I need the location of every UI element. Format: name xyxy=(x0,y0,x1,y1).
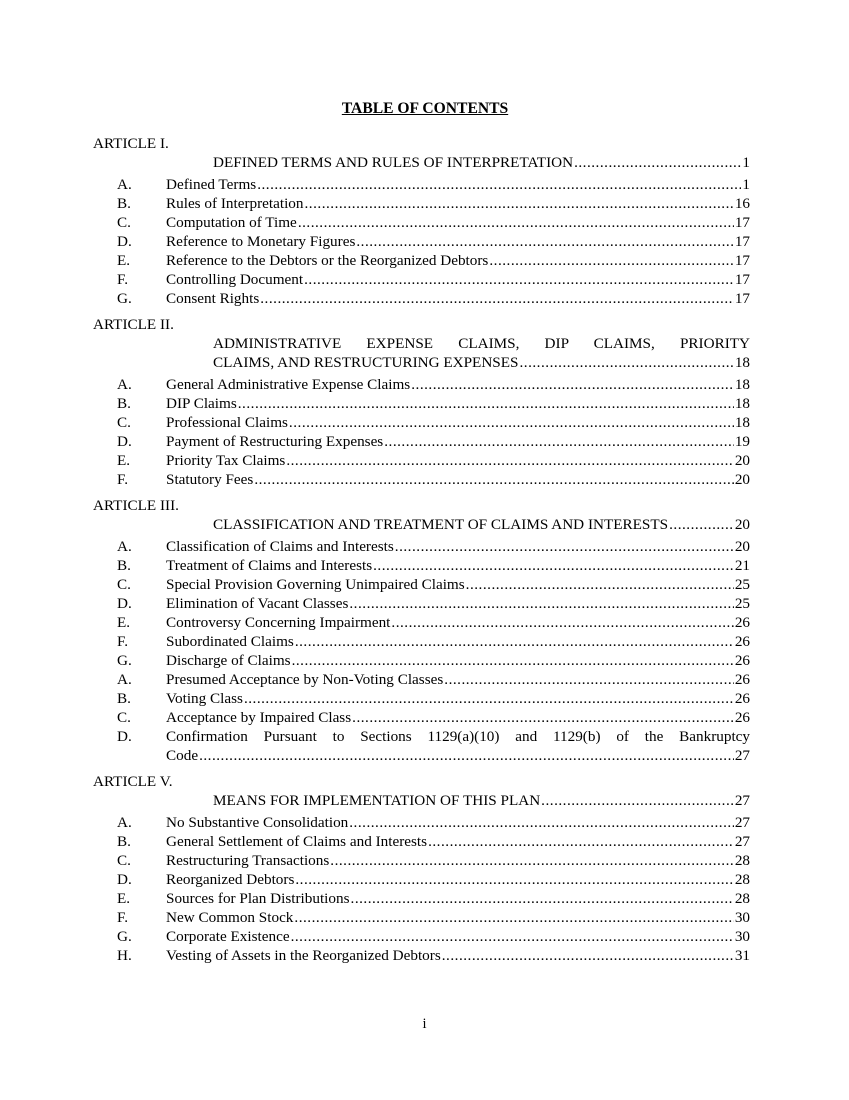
dot-leader xyxy=(395,537,734,556)
section-leader-line xyxy=(166,813,750,832)
section-title: Code xyxy=(166,747,199,764)
section-letter: D. xyxy=(117,728,132,745)
section-body xyxy=(166,575,750,594)
toc-section-entry[interactable] xyxy=(93,594,750,613)
section-body xyxy=(166,727,750,765)
section-leader-line xyxy=(166,270,750,289)
section-body xyxy=(166,594,750,613)
article-heading-line: ADMINISTRATIVE EXPENSE CLAIMS, DIP CLAIMS, PRIORITY xyxy=(213,335,750,352)
section-leader-line xyxy=(166,432,750,451)
dot-leader xyxy=(428,832,734,851)
toc-section-entry[interactable] xyxy=(93,251,750,270)
section-body xyxy=(166,851,750,870)
page-ref: 17 xyxy=(734,214,750,231)
article-heading-title: CLASSIFICATION AND TREATMENT OF CLAIMS AND INTERESTS xyxy=(213,516,669,533)
dot-leader xyxy=(305,194,734,213)
page-ref: 1 xyxy=(742,154,750,171)
toc-body xyxy=(93,134,750,965)
page-ref: 16 xyxy=(734,195,750,212)
dot-leader xyxy=(260,289,734,308)
dot-leader xyxy=(199,746,734,765)
toc-section-entry[interactable] xyxy=(93,289,750,308)
dot-leader xyxy=(466,575,734,594)
section-title: Corporate Existence xyxy=(166,928,290,945)
dot-leader xyxy=(519,353,733,372)
section-leader-line xyxy=(166,651,750,670)
section-body xyxy=(166,813,750,832)
page-ref: 26 xyxy=(734,633,750,650)
section-letter: A. xyxy=(117,376,132,393)
page-ref: 19 xyxy=(734,433,750,450)
page-ref: 27 xyxy=(734,814,750,831)
section-title: Professional Claims xyxy=(166,414,288,431)
page-ref: 26 xyxy=(734,614,750,631)
dot-leader xyxy=(292,651,734,670)
dot-leader xyxy=(295,870,733,889)
section-letter: E. xyxy=(117,614,131,631)
section-body xyxy=(166,889,750,908)
page-ref: 17 xyxy=(734,290,750,307)
section-body xyxy=(166,413,750,432)
toc-section-entry[interactable] xyxy=(93,632,750,651)
section-letter: D. xyxy=(117,233,132,250)
section-leader-line xyxy=(166,908,750,927)
section-letter: F. xyxy=(117,909,129,926)
toc-section-entry[interactable] xyxy=(93,432,750,451)
section-title: Reference to Monetary Figures xyxy=(166,233,356,250)
page-ref: 27 xyxy=(734,747,750,764)
section-title: Special Provision Governing Unimpaired Claims xyxy=(166,576,465,593)
section-letter: A. xyxy=(117,814,132,831)
toc-section-entry[interactable] xyxy=(93,946,750,965)
article-label: ARTICLE II. xyxy=(93,316,174,333)
section-leader-line xyxy=(166,870,750,889)
section-title: Sources for Plan Distributions xyxy=(166,890,350,907)
section-leader-line xyxy=(166,175,750,194)
section-body xyxy=(166,908,750,927)
section-leader-line xyxy=(166,889,750,908)
section-letter: C. xyxy=(117,709,131,726)
toc-section-entry[interactable] xyxy=(93,908,750,927)
section-title: Discharge of Claims xyxy=(166,652,291,669)
section-leader-line xyxy=(166,556,750,575)
toc-section-entry[interactable] xyxy=(93,537,750,556)
toc-section-entry[interactable] xyxy=(93,851,750,870)
section-title: Computation of Time xyxy=(166,214,297,231)
section-letter: G. xyxy=(117,290,132,307)
section-letter: A. xyxy=(117,538,132,555)
section-title: Payment of Restructuring Expenses xyxy=(166,433,384,450)
section-body xyxy=(166,689,750,708)
section-title: Controlling Document xyxy=(166,271,304,288)
section-body xyxy=(166,270,750,289)
section-title: Priority Tax Claims xyxy=(166,452,286,469)
section-body xyxy=(166,394,750,413)
section-leader-line xyxy=(166,194,750,213)
section-title: Subordinated Claims xyxy=(166,633,294,650)
section-body xyxy=(166,213,750,232)
dot-leader xyxy=(489,251,733,270)
section-leader-line xyxy=(166,470,750,489)
page-ref: 20 xyxy=(734,516,750,533)
section-leader-line xyxy=(166,232,750,251)
section-letter: A. xyxy=(117,671,132,688)
page-ref: 20 xyxy=(734,471,750,488)
section-title: New Common Stock xyxy=(166,909,294,926)
section-leader-line xyxy=(166,413,750,432)
section-leader-line xyxy=(166,451,750,470)
page-ref: 18 xyxy=(734,354,750,371)
section-title: Elimination of Vacant Classes xyxy=(166,595,349,612)
dot-leader xyxy=(286,451,734,470)
section-title: Consent Rights xyxy=(166,290,260,307)
section-body xyxy=(166,537,750,556)
section-letter: F. xyxy=(117,633,129,650)
section-body xyxy=(166,832,750,851)
section-letter: B. xyxy=(117,833,131,850)
section-leader-line xyxy=(166,670,750,689)
page-ref: 18 xyxy=(734,414,750,431)
section-letter: F. xyxy=(117,471,129,488)
toc-page xyxy=(93,100,750,965)
section-leader-line xyxy=(166,946,750,965)
article-heading-entry[interactable] xyxy=(213,791,750,810)
page-ref: 18 xyxy=(734,376,750,393)
section-leader-line xyxy=(166,394,750,413)
page-number: i xyxy=(422,1016,427,1032)
section-body xyxy=(166,651,750,670)
section-letter: D. xyxy=(117,433,132,450)
section-letter: D. xyxy=(117,871,132,888)
dot-leader xyxy=(351,889,734,908)
section-letter: D. xyxy=(117,595,132,612)
section-title: Rules of Interpretation xyxy=(166,195,304,212)
page-ref: 28 xyxy=(734,890,750,907)
toc-section-entry[interactable] xyxy=(93,670,750,689)
section-letter: E. xyxy=(117,452,131,469)
dot-leader xyxy=(298,213,734,232)
page-ref: 17 xyxy=(734,233,750,250)
page-ref: 28 xyxy=(734,871,750,888)
dot-leader xyxy=(238,394,734,413)
toc-section-entry[interactable] xyxy=(93,213,750,232)
page-ref: 20 xyxy=(734,538,750,555)
article-heading-entry[interactable] xyxy=(213,153,750,172)
page-ref: 30 xyxy=(734,909,750,926)
page-ref: 17 xyxy=(734,252,750,269)
dot-leader xyxy=(574,153,741,172)
page-ref: 1 xyxy=(742,176,750,193)
toc-section-entry[interactable] xyxy=(93,689,750,708)
section-leader-line xyxy=(166,375,750,394)
toc-section-entry[interactable] xyxy=(93,708,750,727)
page-ref: 28 xyxy=(734,852,750,869)
section-title: DIP Claims xyxy=(166,395,237,412)
section-title: Controversy Concerning Impairment xyxy=(166,614,391,631)
section-body xyxy=(166,613,750,632)
page-ref: 26 xyxy=(734,709,750,726)
section-body xyxy=(166,432,750,451)
section-letter: G. xyxy=(117,652,132,669)
section-title: Defined Terms xyxy=(166,176,257,193)
page-ref: 25 xyxy=(734,576,750,593)
page-ref: 26 xyxy=(734,690,750,707)
toc-title: TABLE OF CONTENTS xyxy=(341,100,509,117)
page-ref: 30 xyxy=(734,928,750,945)
section-letter: E. xyxy=(117,890,131,907)
article-heading[interactable] xyxy=(93,334,750,372)
section-title-line: Confirmation Pursuant to Sections 1129(a)(10) and 1129(b) of the Bankruptcy xyxy=(166,728,750,745)
section-body xyxy=(166,232,750,251)
toc-section-entry[interactable] xyxy=(93,232,750,251)
article-label: ARTICLE V. xyxy=(93,773,173,790)
dot-leader xyxy=(257,175,741,194)
section-body xyxy=(166,375,750,394)
dot-leader xyxy=(330,851,734,870)
section-leader-line xyxy=(166,537,750,556)
section-body xyxy=(166,670,750,689)
section-leader-line xyxy=(166,289,750,308)
toc-section-entry[interactable] xyxy=(93,556,750,575)
section-letter: C. xyxy=(117,214,131,231)
page-ref: 25 xyxy=(734,595,750,612)
page-ref: 17 xyxy=(734,271,750,288)
page-ref: 21 xyxy=(734,557,750,574)
section-title: General Administrative Expense Claims xyxy=(166,376,411,393)
toc-section-entry[interactable] xyxy=(93,889,750,908)
section-body xyxy=(166,289,750,308)
section-letter: F. xyxy=(117,271,129,288)
toc-section-entry[interactable] xyxy=(93,470,750,489)
dot-leader xyxy=(295,632,734,651)
section-leader-line xyxy=(166,746,750,765)
toc-section-entry[interactable] xyxy=(93,270,750,289)
toc-section-entry[interactable] xyxy=(93,870,750,889)
toc-section-entry[interactable] xyxy=(93,394,750,413)
section-body xyxy=(166,451,750,470)
section-leader-line xyxy=(166,689,750,708)
section-letter: E. xyxy=(117,252,131,269)
dot-leader xyxy=(373,556,734,575)
dot-leader xyxy=(352,708,734,727)
dot-leader xyxy=(541,791,734,810)
page-ref: 20 xyxy=(734,452,750,469)
section-body xyxy=(166,870,750,889)
section-leader-line xyxy=(166,213,750,232)
section-leader-line xyxy=(166,708,750,727)
page-ref: 27 xyxy=(734,833,750,850)
toc-section-entry[interactable] xyxy=(93,832,750,851)
toc-section-entry[interactable] xyxy=(93,813,750,832)
article-heading[interactable] xyxy=(93,791,750,810)
toc-section-entry[interactable] xyxy=(93,451,750,470)
toc-section-entry[interactable] xyxy=(93,575,750,594)
page-ref: 26 xyxy=(734,671,750,688)
section-letter: H. xyxy=(117,947,132,964)
section-letter: G. xyxy=(117,928,132,945)
article-label: ARTICLE I. xyxy=(93,135,169,152)
toc-section-entry[interactable] xyxy=(93,175,750,194)
dot-leader xyxy=(244,689,734,708)
section-title: Treatment of Claims and Interests xyxy=(166,557,373,574)
article-heading-title: MEANS FOR IMPLEMENTATION OF THIS PLAN xyxy=(213,792,541,809)
dot-leader xyxy=(444,670,734,689)
section-letter: C. xyxy=(117,414,131,431)
section-letter: C. xyxy=(117,852,131,869)
section-leader-line xyxy=(166,851,750,870)
dot-leader xyxy=(411,375,734,394)
section-body xyxy=(166,556,750,575)
section-title: Vesting of Assets in the Reorganized Debtors xyxy=(166,947,441,964)
article-heading-title: CLAIMS, AND RESTRUCTURING EXPENSES xyxy=(213,354,519,371)
toc-section-entry[interactable] xyxy=(93,413,750,432)
section-leader-line xyxy=(166,632,750,651)
dot-leader xyxy=(254,470,733,489)
section-title: Restructuring Transactions xyxy=(166,852,330,869)
dot-leader xyxy=(291,927,734,946)
section-body xyxy=(166,194,750,213)
section-leader-line xyxy=(166,594,750,613)
section-title: Reorganized Debtors xyxy=(166,871,295,888)
article-heading-title: DEFINED TERMS AND RULES OF INTERPRETATION xyxy=(213,154,574,171)
toc-section-entry[interactable] xyxy=(93,727,750,765)
section-body xyxy=(166,632,750,651)
toc-section-entry[interactable] xyxy=(93,613,750,632)
section-title: General Settlement of Claims and Interests xyxy=(166,833,428,850)
dot-leader xyxy=(669,515,734,534)
dot-leader xyxy=(304,270,734,289)
section-title: Presumed Acceptance by Non-Voting Classes xyxy=(166,671,444,688)
page-ref: 27 xyxy=(734,792,750,809)
article-heading-entry[interactable] xyxy=(213,515,750,534)
section-title: Statutory Fees xyxy=(166,471,254,488)
toc-section-entry[interactable] xyxy=(93,194,750,213)
dot-leader xyxy=(356,232,733,251)
section-leader-line xyxy=(166,832,750,851)
section-letter: B. xyxy=(117,557,131,574)
section-title: Acceptance by Impaired Class xyxy=(166,709,352,726)
page-ref: 31 xyxy=(734,947,750,964)
dot-leader xyxy=(391,613,733,632)
section-body xyxy=(166,251,750,270)
toc-section-entry[interactable] xyxy=(93,375,750,394)
dot-leader xyxy=(349,813,734,832)
section-body xyxy=(166,708,750,727)
section-title: Classification of Claims and Interests xyxy=(166,538,394,555)
article-heading-entry[interactable] xyxy=(213,353,750,372)
section-leader-line xyxy=(166,927,750,946)
section-body xyxy=(166,175,750,194)
page-ref: 26 xyxy=(734,652,750,669)
page-ref: 18 xyxy=(734,395,750,412)
article-heading[interactable] xyxy=(93,153,750,172)
dot-leader xyxy=(349,594,733,613)
section-leader-line xyxy=(166,613,750,632)
section-leader-line xyxy=(166,575,750,594)
dot-leader xyxy=(442,946,734,965)
section-letter: B. xyxy=(117,395,131,412)
section-letter: B. xyxy=(117,195,131,212)
dot-leader xyxy=(294,908,733,927)
section-letter: C. xyxy=(117,576,131,593)
toc-section-entry[interactable] xyxy=(93,651,750,670)
section-letter: A. xyxy=(117,176,132,193)
dot-leader xyxy=(384,432,734,451)
section-body xyxy=(166,946,750,965)
section-letter: B. xyxy=(117,690,131,707)
section-leader-line xyxy=(166,251,750,270)
article-label: ARTICLE III. xyxy=(93,497,179,514)
section-title: Voting Class xyxy=(166,690,243,707)
section-body xyxy=(166,927,750,946)
section-title: No Substantive Consolidation xyxy=(166,814,349,831)
dot-leader xyxy=(289,413,734,432)
toc-section-entry[interactable] xyxy=(93,927,750,946)
section-title: Reference to the Debtors or the Reorganized Debtors xyxy=(166,252,489,269)
section-body xyxy=(166,470,750,489)
article-heading[interactable] xyxy=(93,515,750,534)
